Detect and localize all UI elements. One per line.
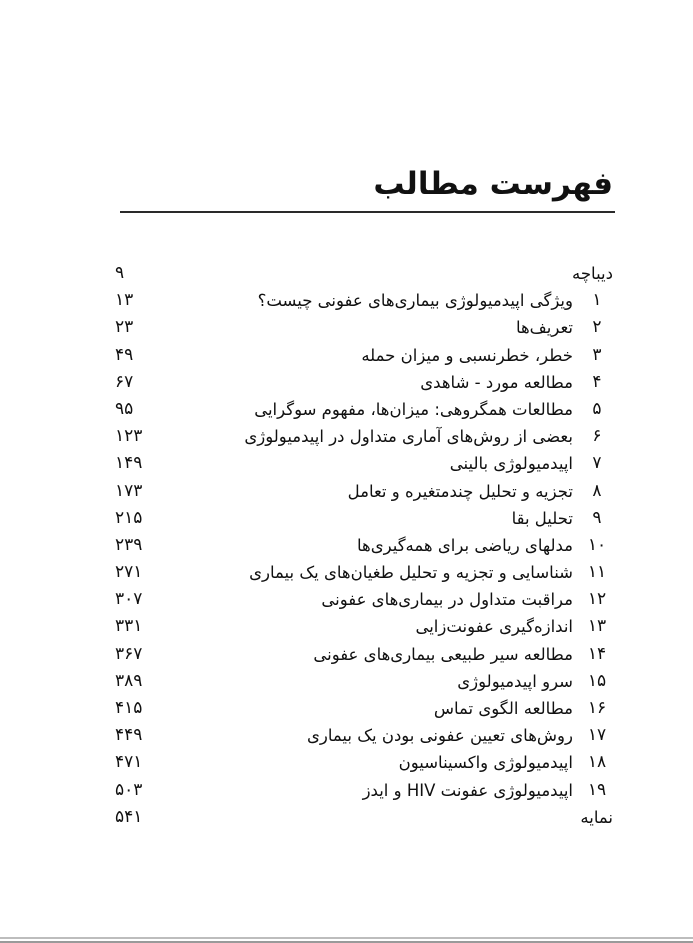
toc-chapter-number: ۹ (592, 507, 602, 528)
toc-page-number: ۵۰۳ (115, 779, 143, 800)
toc-row (0, 586, 693, 613)
toc-row (0, 478, 693, 505)
toc-page-number: ۲۱۵ (115, 507, 143, 528)
title-underline (120, 211, 615, 213)
toc-chapter-number: ۸ (592, 480, 602, 501)
toc-entry-title: مطالعه مورد - شاهدی (420, 372, 573, 392)
toc-row (0, 613, 693, 640)
toc-row (0, 260, 693, 287)
toc-page-number: ۲۳۹ (115, 534, 143, 555)
toc-page-number: ۴۱۵ (115, 698, 143, 718)
toc-entry-title: تجزیه و تحلیل چندمتغیره و تعامل (347, 481, 573, 501)
toc-page-number: ۴۷۱ (115, 752, 143, 773)
toc-chapter-number: ۲ (592, 317, 602, 338)
toc-page-number: ۵۴۱ (115, 806, 143, 827)
toc-chapter-number: ۱ (592, 290, 602, 311)
toc-chapter-number: ۷ (592, 453, 602, 474)
toc-entry-title: اپیدمیولوژی واکسیناسیون (398, 753, 573, 773)
toc-chapter-number: ۱۴ (587, 643, 607, 664)
toc-row (0, 777, 693, 804)
toc-chapter-number: ۵ (592, 398, 602, 419)
toc-page-number: ۱۲۳ (115, 426, 143, 447)
toc-page-number: ۱۷۳ (115, 480, 143, 501)
table-of-contents (0, 260, 693, 831)
toc-chapter-number: ۱۸ (587, 752, 607, 773)
toc-entry-title: خطر، خطرنسبی و میزان حمله (361, 345, 573, 365)
toc-entry-title: مراقبت متداول در بیماری‌های عفونی (321, 590, 573, 610)
toc-chapter-number: ۱۳ (587, 616, 607, 637)
toc-row (0, 423, 693, 450)
scan-edge-line (0, 937, 693, 939)
toc-entry-title: مدلهای ریاضی برای همه‌گیری‌ها (356, 535, 573, 555)
toc-chapter-number: ۱۹ (587, 779, 607, 800)
toc-row (0, 287, 693, 314)
toc-chapter-number: ۱۷ (587, 725, 607, 746)
toc-entry-title: مطالعه الگوی تماس (433, 699, 573, 718)
toc-row (0, 722, 693, 749)
toc-row (0, 668, 693, 695)
toc-page-number: ۴۴۹ (115, 725, 143, 746)
toc-row (0, 396, 693, 423)
toc-chapter-number: ۱۲ (587, 589, 607, 610)
toc-page-number: ۲۷۱ (115, 562, 143, 583)
toc-chapter-number: ۱۱ (587, 562, 607, 583)
toc-row (0, 695, 693, 722)
toc-page-number: ۳۶۷ (115, 643, 143, 664)
toc-page-number: ۹۵ (115, 398, 134, 419)
toc-chapter-number: ۱۰ (587, 534, 607, 555)
toc-page-number: ۱۴۹ (115, 453, 143, 474)
toc-row (0, 532, 693, 559)
toc-entry-title: روش‌های تعیین عفونی بودن یک بیماری (306, 726, 573, 746)
toc-page-number: ۶۷ (115, 371, 134, 392)
toc-row (0, 505, 693, 532)
toc-page-number: ۹ (115, 263, 125, 283)
toc-chapter-number: ۱۵ (587, 670, 607, 691)
toc-row (0, 804, 693, 831)
toc-entry-title: اپیدمیولوژی بالینی (449, 454, 573, 474)
toc-entry-title: شناسایی و تجزیه و تحلیل طغیان‌های یک بیماری (249, 563, 573, 583)
toc-entry-title: اپیدمیولوژی عفونت HIV و ایدز (362, 780, 573, 800)
toc-row (0, 314, 693, 341)
toc-page-number: ۱۳ (115, 290, 134, 311)
toc-page-number: ۴۹ (115, 344, 134, 365)
toc-page-number: ۲۳ (115, 317, 134, 338)
toc-entry-title: تحلیل بقا (511, 508, 573, 528)
toc-entry-title: بعضی از روش‌های آماری متداول در اپیدمیولوژی (244, 427, 573, 447)
toc-entry-title: نمایه (580, 807, 613, 827)
toc-entry-title: سرو اپیدمیولوژی (457, 671, 573, 691)
toc-row (0, 749, 693, 776)
toc-row (0, 369, 693, 396)
toc-entry-title: مطالعات همگروهی: میزان‌ها، مفهوم سوگرایی (254, 399, 573, 419)
toc-chapter-number: ۶ (592, 426, 602, 447)
toc-chapter-number: ۳ (592, 344, 602, 365)
toc-chapter-number: ۱۶ (587, 698, 607, 718)
toc-row (0, 450, 693, 477)
toc-page-number: ۳۳۱ (115, 616, 143, 637)
toc-page-number: ۳۰۷ (115, 589, 143, 610)
toc-row (0, 641, 693, 668)
toc-row (0, 559, 693, 586)
toc-entry-title: مطالعه سیر طبیعی بیماری‌های عفونی (313, 644, 573, 664)
toc-page-number: ۳۸۹ (115, 670, 143, 691)
toc-entry-title: اندازه‌گیری عفونت‌زایی (415, 617, 573, 637)
toc-entry-title: ویژگی اپیدمیولوژی بیماری‌های عفونی چیست؟ (257, 291, 573, 311)
toc-entry-title: دیباچه (572, 264, 613, 283)
page-title: فهرست مطالب (373, 166, 613, 202)
toc-row (0, 342, 693, 369)
toc-chapter-number: ۴ (592, 371, 602, 392)
toc-entry-title: تعریف‌ها (515, 318, 573, 338)
